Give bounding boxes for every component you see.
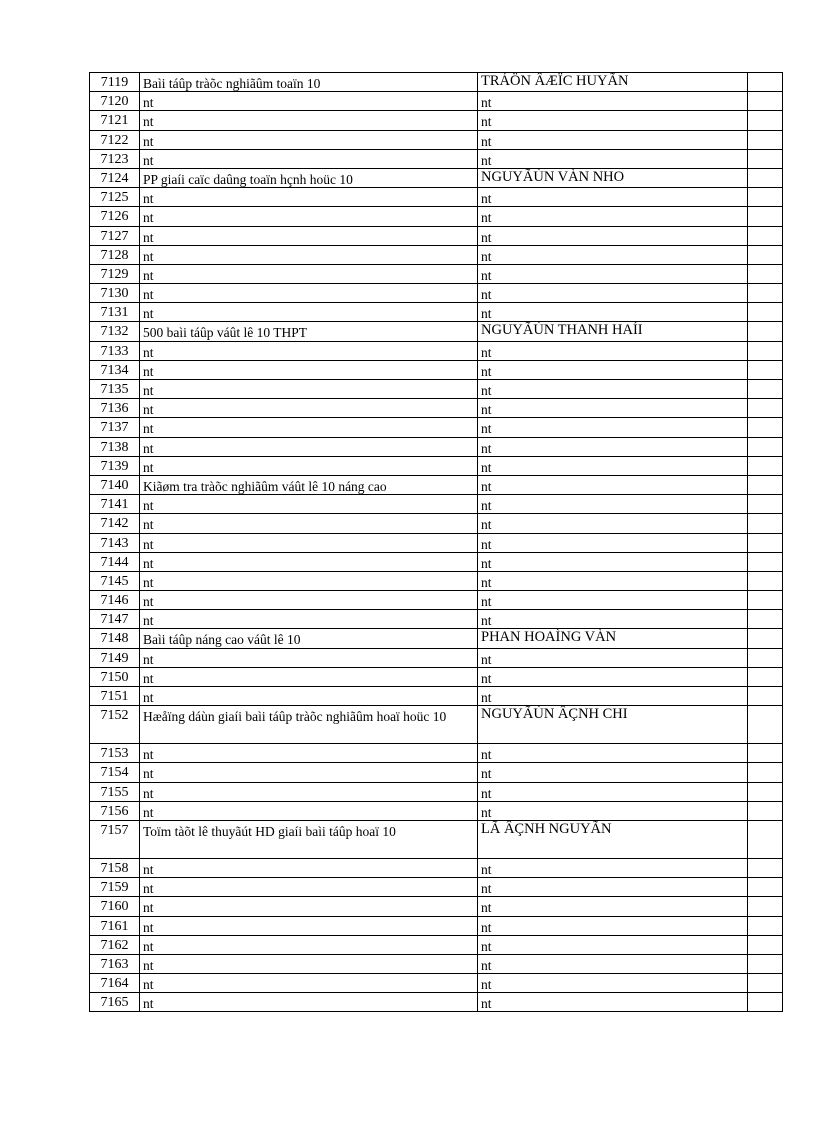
cell-empty [748,380,783,399]
table-row [90,744,783,763]
table-row [90,226,783,245]
cell-book-title: nt [140,782,478,801]
cell-book-title: nt [140,380,478,399]
cell-record-number: 7132 [90,322,140,341]
cell-record-number: 7149 [90,648,140,667]
cell-record-number: 7153 [90,744,140,763]
cell-book-title: nt [140,418,478,437]
cell-author: nt [478,687,748,706]
cell-empty [748,782,783,801]
cell-book-title: nt [140,226,478,245]
cell-record-number: 7155 [90,782,140,801]
cell-empty [748,437,783,456]
cell-empty [748,226,783,245]
cell-author: nt [478,341,748,360]
cell-empty [748,418,783,437]
cell-empty [748,954,783,973]
table-row [90,974,783,993]
cell-empty [748,744,783,763]
cell-author: nt [478,858,748,877]
cell-book-title: nt [140,610,478,629]
cell-empty [748,514,783,533]
cell-empty [748,284,783,303]
cell-record-number: 7125 [90,188,140,207]
cell-author: nt [478,303,748,322]
cell-record-number: 7126 [90,207,140,226]
cell-book-title: nt [140,207,478,226]
cell-record-number: 7131 [90,303,140,322]
cell-author: nt [478,878,748,897]
table-row [90,648,783,667]
cell-author: nt [478,782,748,801]
cell-empty [748,667,783,686]
cell-record-number: 7147 [90,610,140,629]
cell-book-title: nt [140,916,478,935]
cell-book-title: nt [140,284,478,303]
cell-author: nt [478,245,748,264]
cell-author: nt [478,935,748,954]
cell-book-title: nt [140,744,478,763]
cell-empty [748,495,783,514]
cell-book-title: 500 baìi táûp váût lê 10 THPT [140,322,478,341]
cell-book-title: Baìi táûp náng cao váût lê 10 [140,629,478,648]
cell-empty [748,207,783,226]
table-row [90,284,783,303]
table-row [90,92,783,111]
table-row [90,73,783,92]
cell-book-title: nt [140,648,478,667]
table-row [90,571,783,590]
table-row [90,149,783,168]
cell-book-title: nt [140,667,478,686]
cell-empty [748,111,783,130]
cell-book-title: nt [140,571,478,590]
cell-record-number: 7139 [90,456,140,475]
cell-empty [748,168,783,187]
cell-record-number: 7138 [90,437,140,456]
cell-empty [748,916,783,935]
cell-empty [748,878,783,897]
cell-record-number: 7157 [90,820,140,858]
cell-author: nt [478,264,748,283]
table-row [90,514,783,533]
table-row [90,858,783,877]
cell-author: nt [478,188,748,207]
cell-author: LÃ ÂÇNH NGUYÃN [478,820,748,858]
cell-empty [748,303,783,322]
cell-empty [748,993,783,1012]
cell-record-number: 7137 [90,418,140,437]
table-row [90,437,783,456]
cell-empty [748,974,783,993]
cell-author: nt [478,974,748,993]
table-row [90,763,783,782]
cell-record-number: 7127 [90,226,140,245]
cell-author: nt [478,954,748,973]
cell-author: nt [478,495,748,514]
cell-author: nt [478,437,748,456]
cell-author: NGUYÃÙN THANH HAÍI [478,322,748,341]
cell-author: nt [478,456,748,475]
table-row [90,168,783,187]
cell-book-title: nt [140,897,478,916]
cell-author: nt [478,111,748,130]
cell-author: nt [478,648,748,667]
cell-empty [748,629,783,648]
cell-record-number: 7151 [90,687,140,706]
table-row [90,322,783,341]
cell-book-title: nt [140,514,478,533]
cell-author: nt [478,130,748,149]
cell-empty [748,935,783,954]
cell-author: nt [478,399,748,418]
table-row [90,495,783,514]
cell-empty [748,552,783,571]
cell-empty [748,820,783,858]
cell-empty [748,245,783,264]
table-row [90,130,783,149]
cell-record-number: 7123 [90,149,140,168]
cell-author: nt [478,744,748,763]
cell-author: nt [478,571,748,590]
cell-empty [748,73,783,92]
cell-record-number: 7165 [90,993,140,1012]
cell-author: nt [478,801,748,820]
cell-book-title: nt [140,245,478,264]
table-row [90,667,783,686]
table-row [90,475,783,494]
cell-empty [748,399,783,418]
cell-book-title: nt [140,935,478,954]
table-row [90,782,783,801]
cell-author: nt [478,897,748,916]
cell-book-title: nt [140,687,478,706]
cell-author: nt [478,552,748,571]
table-row [90,706,783,744]
cell-empty [748,858,783,877]
cell-record-number: 7146 [90,591,140,610]
cell-author: nt [478,207,748,226]
cell-author: PHAN HOAÌNG VÀN [478,629,748,648]
cell-book-title: Baìi táûp tràõc nghiãûm toaïn 10 [140,73,478,92]
cell-empty [748,149,783,168]
cell-record-number: 7130 [90,284,140,303]
cell-empty [748,130,783,149]
cell-author: nt [478,591,748,610]
cell-author: nt [478,92,748,111]
cell-empty [748,188,783,207]
cell-book-title: nt [140,92,478,111]
cell-author: nt [478,916,748,935]
cell-empty [748,322,783,341]
cell-author: nt [478,418,748,437]
table-row [90,552,783,571]
cell-book-title: nt [140,801,478,820]
book-list-table [89,72,783,1012]
cell-record-number: 7144 [90,552,140,571]
cell-book-title: PP giaíi caïc daûng toaïn hçnh hoüc 10 [140,168,478,187]
cell-author: nt [478,533,748,552]
cell-record-number: 7150 [90,667,140,686]
cell-author: nt [478,226,748,245]
cell-author: nt [478,514,748,533]
cell-empty [748,706,783,744]
cell-book-title: nt [140,591,478,610]
cell-book-title: Hæåïng dáùn giaíi baìi táûp tràõc nghiãûm hoaï hoüc 10 [140,706,478,744]
cell-record-number: 7136 [90,399,140,418]
cell-book-title: Kiãøm tra tràõc nghiãûm váût lê 10 náng cao [140,475,478,494]
cell-author: nt [478,149,748,168]
cell-empty [748,360,783,379]
cell-record-number: 7141 [90,495,140,514]
cell-empty [748,610,783,629]
cell-book-title: nt [140,974,478,993]
cell-book-title: nt [140,993,478,1012]
table-row [90,916,783,935]
cell-book-title: nt [140,878,478,897]
cell-record-number: 7120 [90,92,140,111]
table-row [90,610,783,629]
cell-empty [748,801,783,820]
cell-book-title: nt [140,188,478,207]
cell-empty [748,763,783,782]
table-row [90,897,783,916]
cell-empty [748,475,783,494]
cell-record-number: 7156 [90,801,140,820]
cell-empty [748,648,783,667]
cell-book-title: nt [140,858,478,877]
table-row [90,207,783,226]
cell-author: nt [478,667,748,686]
cell-record-number: 7142 [90,514,140,533]
cell-book-title: nt [140,360,478,379]
cell-record-number: 7121 [90,111,140,130]
cell-empty [748,571,783,590]
cell-author: NGUYÃÙN ÂÇNH CHI [478,706,748,744]
cell-book-title: nt [140,303,478,322]
cell-author: NGUYÃÙN VÀN NHO [478,168,748,187]
cell-empty [748,341,783,360]
table-row [90,533,783,552]
cell-book-title: nt [140,552,478,571]
cell-record-number: 7134 [90,360,140,379]
table-row [90,264,783,283]
cell-record-number: 7122 [90,130,140,149]
cell-author: nt [478,763,748,782]
cell-record-number: 7133 [90,341,140,360]
cell-book-title: nt [140,495,478,514]
cell-record-number: 7152 [90,706,140,744]
cell-author: nt [478,475,748,494]
cell-book-title: nt [140,437,478,456]
table-row [90,456,783,475]
cell-book-title: nt [140,111,478,130]
cell-record-number: 7148 [90,629,140,648]
table-row [90,399,783,418]
cell-empty [748,264,783,283]
cell-book-title: nt [140,149,478,168]
table-row [90,687,783,706]
cell-book-title: nt [140,399,478,418]
cell-book-title: nt [140,341,478,360]
cell-book-title: nt [140,456,478,475]
table-row [90,591,783,610]
cell-author: nt [478,610,748,629]
cell-record-number: 7140 [90,475,140,494]
cell-empty [748,687,783,706]
cell-empty [748,591,783,610]
cell-record-number: 7164 [90,974,140,993]
cell-record-number: 7145 [90,571,140,590]
cell-record-number: 7143 [90,533,140,552]
cell-book-title: nt [140,264,478,283]
cell-author: nt [478,284,748,303]
book-list-body [90,73,783,1012]
cell-record-number: 7124 [90,168,140,187]
table-row [90,418,783,437]
cell-author: nt [478,380,748,399]
cell-author: nt [478,993,748,1012]
table-row [90,878,783,897]
table-row [90,341,783,360]
table-row [90,820,783,858]
cell-record-number: 7159 [90,878,140,897]
cell-book-title: nt [140,954,478,973]
cell-book-title: Toïm tàõt lê thuyãút HD giaíi baìi táûp hoaï 10 [140,820,478,858]
table-row [90,245,783,264]
cell-author: TRÁÖN ÂÆÏC HUYÃN [478,73,748,92]
table-row [90,993,783,1012]
cell-empty [748,92,783,111]
cell-record-number: 7119 [90,73,140,92]
table-row [90,111,783,130]
cell-book-title: nt [140,533,478,552]
cell-empty [748,533,783,552]
table-row [90,188,783,207]
cell-record-number: 7129 [90,264,140,283]
table-row [90,360,783,379]
table-row [90,629,783,648]
cell-record-number: 7158 [90,858,140,877]
cell-record-number: 7135 [90,380,140,399]
table-row [90,954,783,973]
cell-record-number: 7160 [90,897,140,916]
cell-record-number: 7162 [90,935,140,954]
table-row [90,303,783,322]
cell-empty [748,897,783,916]
cell-record-number: 7154 [90,763,140,782]
cell-author: nt [478,360,748,379]
table-row [90,801,783,820]
cell-book-title: nt [140,763,478,782]
cell-book-title: nt [140,130,478,149]
table-row [90,380,783,399]
cell-record-number: 7161 [90,916,140,935]
table-row [90,935,783,954]
cell-record-number: 7163 [90,954,140,973]
cell-record-number: 7128 [90,245,140,264]
cell-empty [748,456,783,475]
